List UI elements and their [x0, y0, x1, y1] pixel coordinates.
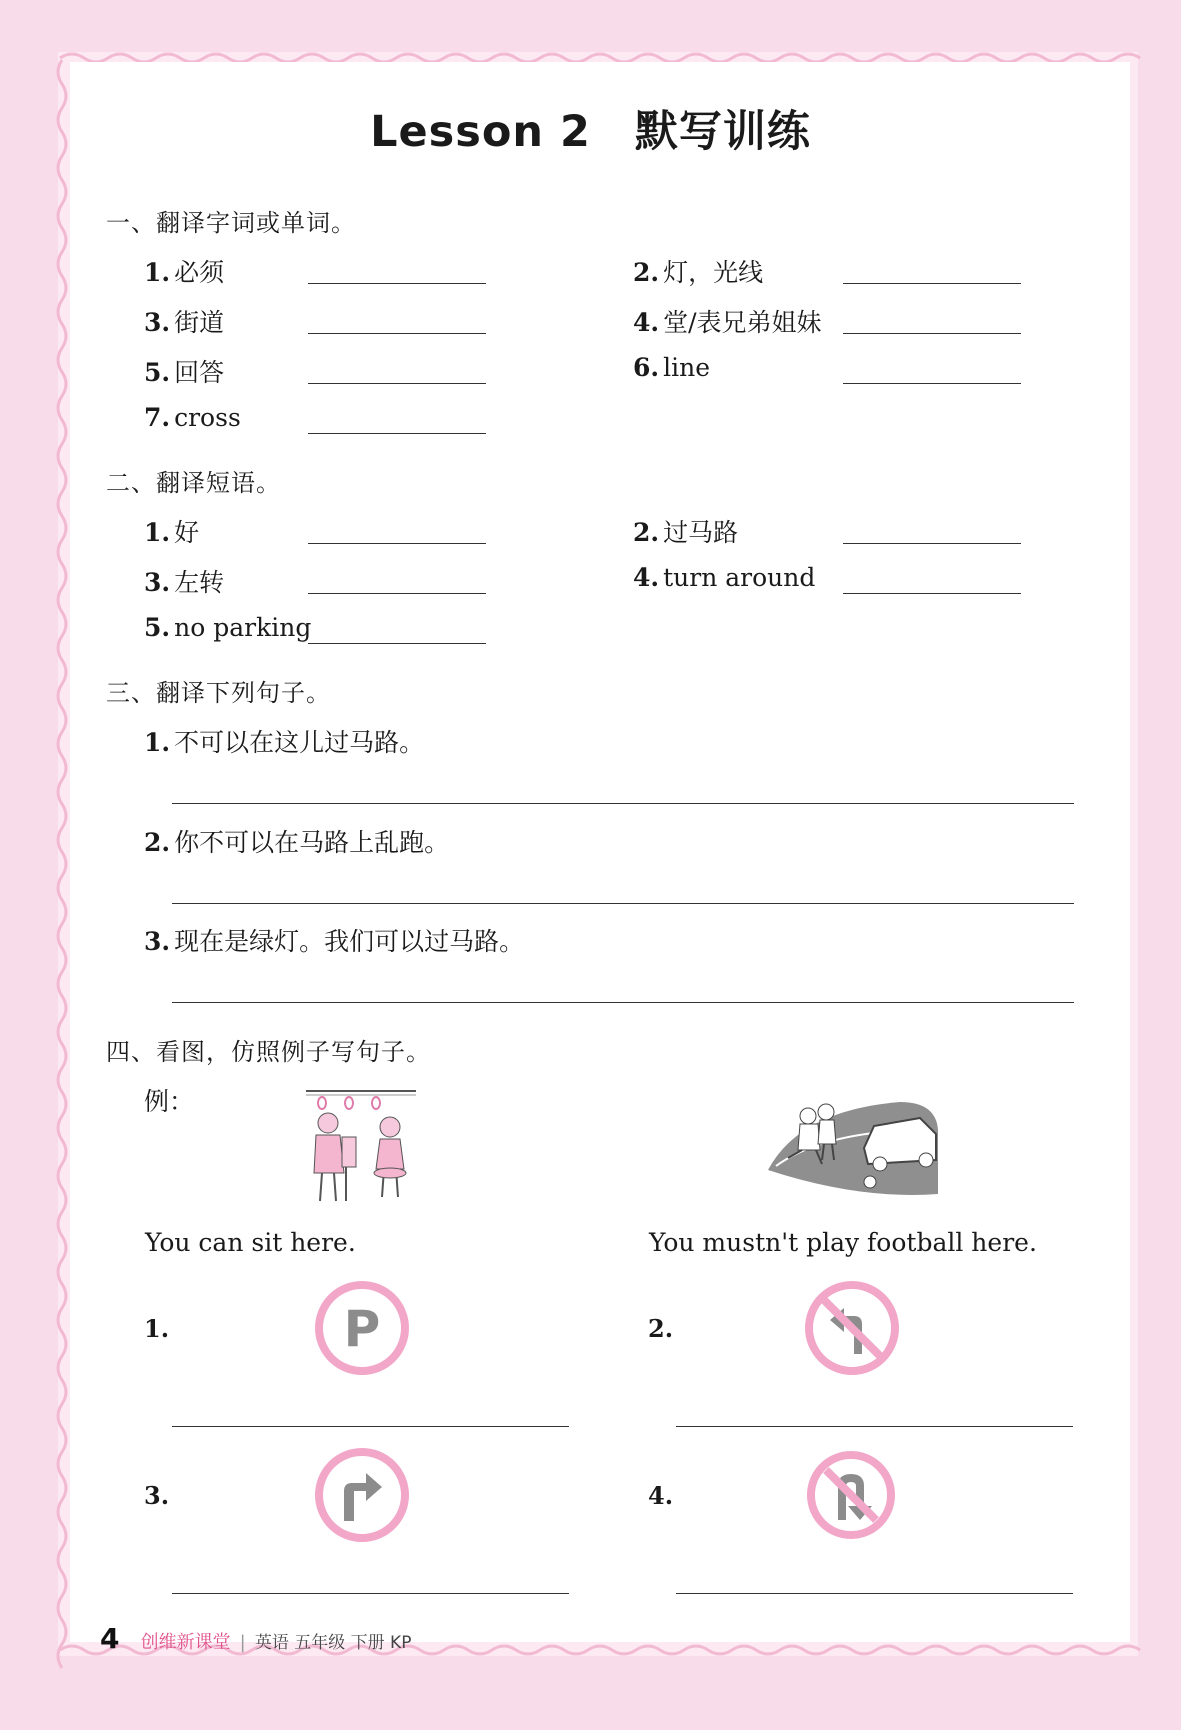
page-number: 4	[100, 1622, 120, 1655]
sign-4-num: 4.	[648, 1481, 674, 1510]
s1-answer-line-2[interactable]	[843, 283, 1021, 284]
s1-answer-line-1[interactable]	[308, 283, 486, 284]
s1-answer-line-5[interactable]	[308, 383, 486, 384]
sign-1-num: 1.	[144, 1314, 170, 1343]
s3-answer-line-1[interactable]	[172, 803, 1074, 804]
s2-answer-line-3[interactable]	[308, 593, 486, 594]
s3-answer-line-3[interactable]	[172, 1002, 1074, 1003]
s3-item-3	[144, 922, 524, 958]
s2-item-4	[633, 563, 815, 592]
s2-item-4-num: 4.	[633, 563, 660, 592]
sign-4-answer-line[interactable]	[676, 1593, 1073, 1594]
s2-item-3-text: 左转	[174, 568, 225, 597]
example-label: 例：	[144, 1087, 195, 1116]
example-sentence-right: You mustn't play football here.	[649, 1228, 1037, 1257]
s3-answer-line-2[interactable]	[172, 903, 1074, 904]
s1-item-1	[144, 253, 224, 289]
s1-item-3-text: 街道	[174, 308, 225, 337]
s2-answer-line-5[interactable]	[308, 643, 486, 644]
s1-item-1-num: 1.	[144, 258, 171, 287]
section-3-heading: 三、翻译下列句子。	[106, 679, 331, 707]
s1-item-7-num: 7.	[144, 403, 171, 432]
s1-answer-line-3[interactable]	[308, 333, 486, 334]
s3-item-3-num: 3.	[144, 927, 171, 956]
s1-item-7-text: cross	[174, 403, 241, 432]
s2-item-5	[144, 613, 311, 642]
s1-item-4	[633, 303, 822, 339]
page-footer	[100, 1622, 411, 1655]
s1-item-6-num: 6.	[633, 353, 660, 382]
s2-item-5-num: 5.	[144, 613, 171, 642]
s2-item-1	[144, 513, 199, 549]
s1-item-5-text: 回答	[174, 358, 225, 387]
s2-item-2-text: 过马路	[663, 518, 739, 547]
footer-info: 英语 五年级 下册 KP	[254, 1633, 412, 1653]
section-4-heading: 四、看图，仿照例子写句子。	[106, 1038, 431, 1066]
s2-item-1-text: 好	[174, 518, 200, 547]
s1-answer-line-4[interactable]	[843, 333, 1021, 334]
football-road-illustration	[760, 1090, 940, 1200]
sign-2-num: 2.	[648, 1314, 674, 1343]
s2-item-1-num: 1.	[144, 518, 171, 547]
footer-brand: 创维新课堂	[140, 1632, 231, 1653]
page-title: Lesson 2 默写训练	[370, 107, 811, 157]
s2-item-5-text: no parking	[174, 613, 312, 642]
s2-item-3-num: 3.	[144, 568, 171, 597]
footer-separator: |	[239, 1632, 246, 1653]
s2-item-4-text: turn around	[663, 563, 816, 592]
s3-item-1	[144, 723, 424, 759]
no-parking-sign-icon	[314, 1280, 410, 1376]
sign-3-answer-line[interactable]	[172, 1593, 569, 1594]
s2-answer-line-4[interactable]	[843, 593, 1021, 594]
s3-item-2	[144, 823, 449, 859]
s2-item-2-num: 2.	[633, 518, 660, 547]
s2-answer-line-2[interactable]	[843, 543, 1021, 544]
s1-item-5-num: 5.	[144, 358, 171, 387]
s1-item-1-text: 必须	[174, 258, 225, 287]
s3-item-1-text: 不可以在这儿过马路。	[174, 728, 425, 757]
s1-item-4-text: 堂/表兄弟姐妹	[663, 308, 822, 337]
s2-item-3	[144, 563, 224, 599]
turn-right-sign-icon	[314, 1447, 410, 1543]
s1-item-2	[633, 253, 763, 289]
s1-answer-line-7[interactable]	[308, 433, 486, 434]
section-2-heading: 二、翻译短语。	[106, 469, 281, 497]
s1-item-3	[144, 303, 224, 339]
sign-2-answer-line[interactable]	[676, 1426, 1073, 1427]
s1-item-6	[633, 353, 710, 382]
s3-item-3-text: 现在是绿灯。我们可以过马路。	[174, 927, 525, 956]
svg-text:P: P	[343, 1300, 381, 1358]
s1-answer-line-6[interactable]	[843, 383, 1021, 384]
bus-seat-illustration	[304, 1085, 418, 1205]
s3-item-2-text: 你不可以在马路上乱跑。	[174, 828, 450, 857]
section-1-heading: 一、翻译字词或单词。	[106, 209, 356, 237]
s1-item-2-text: 灯，光线	[663, 258, 764, 287]
s1-item-5	[144, 353, 224, 389]
sign-3-num: 3.	[144, 1481, 170, 1510]
example-sentence-left: You can sit here.	[145, 1228, 356, 1257]
s1-item-3-num: 3.	[144, 308, 171, 337]
s2-answer-line-1[interactable]	[308, 543, 486, 544]
s3-item-1-num: 1.	[144, 728, 171, 757]
no-left-turn-sign-icon	[804, 1280, 900, 1376]
s1-item-4-num: 4.	[633, 308, 660, 337]
s2-item-2	[633, 513, 738, 549]
s3-item-2-num: 2.	[144, 828, 171, 857]
no-u-turn-sign-icon	[806, 1450, 896, 1540]
s1-item-6-text: line	[663, 353, 710, 382]
s1-item-7	[144, 403, 241, 432]
s1-item-2-num: 2.	[633, 258, 660, 287]
sign-1-answer-line[interactable]	[172, 1426, 569, 1427]
